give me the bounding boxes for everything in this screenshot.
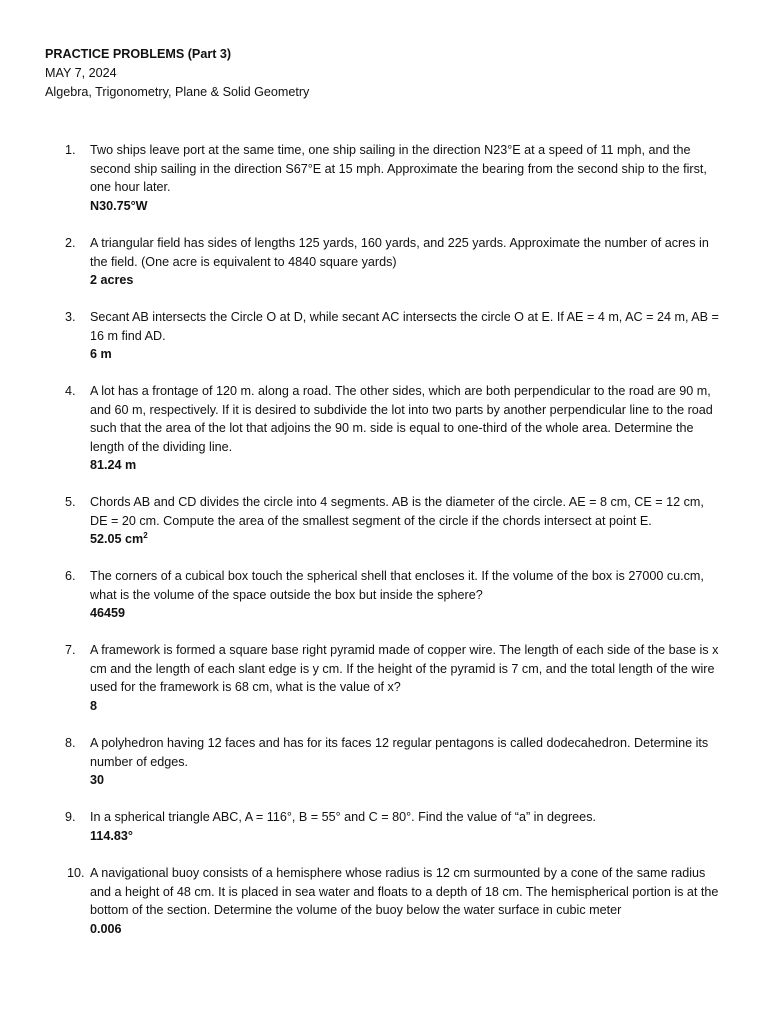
document-date: MAY 7, 2024 [45,66,117,80]
problem-number: 9. [65,810,76,824]
problem-answer: 8 [90,698,98,713]
problem-text: A polyhedron having 12 faces and has for its faces 12 regular pentagons is called dodecahedron. Determine its number of edges. [90,736,709,769]
problem-number: 6. [65,569,76,583]
problem-answer: N30.75°W [90,198,148,213]
problem-text: Secant AB intersects the Circle O at D, while secant AC intersects the circle O at E. If AE = 4 m, AC = 24 m, AB = 16 m find AD. [90,310,719,343]
problem-text: The corners of a cubical box touch the spherical shell that encloses it. If the volume of the box is 27000 cu.cm, what is the volume of the space outside the box but inside the sphere? [90,569,704,602]
problem-answer: 81.24 m [90,458,137,472]
document-subjects: Algebra, Trigonometry, Plane & Solid Geometry [45,85,310,99]
problem-answer: 114.83° [90,828,133,843]
problem-answer: 0.006 [90,921,122,936]
document-title: PRACTICE PROBLEMS (Part 3) [45,47,232,61]
problem-number: 5. [65,495,76,509]
problem-number: 2. [65,236,76,250]
problem-text: A triangular field has sides of lengths 125 yards, 160 yards, and 225 yards. Approximate the number of acres in the field. (One acre is equivalent to 4840 square yards) [90,236,709,269]
problem-number: 4. [65,384,76,398]
problem-text: Chords AB and CD divides the circle into 4 segments. AB is the diameter of the circle. AE = 8 cm, CE = 12 cm, DE = 20 cm. Compute the area of the smallest segment of the circle if the chords intersect at point E. [90,495,704,528]
problem-number: 3. [65,310,76,324]
problem-answer: 46459 [90,606,126,620]
problem-item [65,141,724,215]
problem-item [67,864,724,938]
problem-answer [90,530,724,549]
problem-text: In a spherical triangle ABC, A = 116°, B = 55° and C = 80°. Find the value of “a” in degrees. [90,810,596,824]
problem-text: A navigational buoy consists of a hemisphere whose radius is 12 cm surmounted by a cone of the same radius and a height of 48 cm. It is placed in sea water and floats to a depth of 18 cm. The hemispherical portion is at the bottom of the section. Determine the volume of the buoy below the water surface in cubic meter [90,866,719,917]
problem-item [65,808,724,845]
problem-number: 8. [65,736,76,750]
problem-number: 10. [67,866,85,880]
problem-item [65,493,724,549]
problem-text: A framework is formed a square base right pyramid made of copper wire. The length of each side of the base is x cm and the length of each slant edge is y cm. If the height of the pyramid is 7 cm, and the total length of the wire used for the framework is 68 cm, what is the value of x? [90,643,719,694]
problem-text: A lot has a frontage of 120 m. along a road. The other sides, which are both perpendicular to the road are 90 m, and 60 m, respectively. If it is desired to subdivide the lot into two parts by another perpendicular line to the road such that the area of the lot that adjoins the 90 m. side is equal to one-third of the whole area. Determine the length of the dividing line. [90,384,713,454]
problem-text: Two ships leave port at the same time, one ship sailing in the direction N23°E at a speed of 11 mph, and the second ship sailing in the direction S67°E at 15 mph. Approximate the bearing from the second ship to the first, one hour later. [90,143,707,194]
problem-number: 1. [65,143,76,157]
problem-number: 7. [65,643,76,657]
problem-answer: 30 [90,773,105,787]
problem-answer: 6 m [90,347,112,361]
problem-item [65,234,724,290]
problem-answer: 2 acres [90,273,134,287]
problem-item [65,567,724,623]
problem-item [65,734,724,790]
problem-item [65,382,724,475]
answer-value: 52.05 cm [90,532,144,546]
answer-exponent: 2 [143,530,148,540]
problem-item [65,641,724,715]
problem-item [65,308,724,364]
